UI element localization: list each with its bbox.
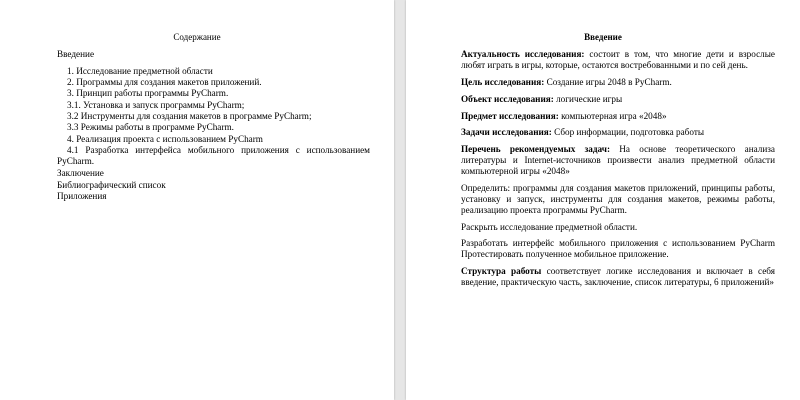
toc-item-3-3: 3.3 Режимы работы в программе PyCharm.: [67, 122, 234, 132]
toc-item-3-1: 3.1. Установка и запуск программы PyCharm;: [67, 100, 245, 110]
reveal-paragraph: Раскрыть исследование предметной области.: [461, 222, 638, 232]
structure-paragraph: [461, 266, 775, 288]
recommended-tasks-label: Перечень рекомендуемых задач:: [461, 144, 611, 154]
toc-item-4-1: 4.1 Разработка интерфейса мобильного приложения с использованием PyCharm.: [57, 145, 370, 166]
define-paragraph: Определить: программы для создания макетов приложений, принципы работы, установку и запуск, инструменты для создания макетов, режимы работы, реализацию проекта программы PyCharm.: [461, 183, 775, 215]
subject-paragraph: [461, 111, 775, 122]
subject-label: Предмет исследования:: [461, 111, 559, 121]
toc-item-intro: Введение: [57, 49, 95, 59]
toc-item-2: 2. Программы для создания макетов приложений.: [67, 77, 262, 87]
toc-item-3: 3. Принцип работы программы PyCharm.: [67, 88, 229, 98]
object-label: Объект исследования:: [461, 94, 554, 104]
develop-paragraph: Разработать интерфейс мобильного приложения с использованием PyCharm Протестировать полученное мобильное приложение.: [461, 238, 775, 259]
toc-item-conclusion: Заключение: [57, 168, 104, 178]
toc-item-3-2: 3.2 Инструменты для создания макетов в программе PyCharm;: [67, 111, 312, 121]
recommended-tasks-paragraph: [461, 144, 775, 177]
toc-item-bibliography: Библиографический список: [57, 180, 166, 190]
recommended-tasks-text: На основе теоретического анализа литературы и Internet-источников произвести анализ предметной области компьютерной игры «2048»: [461, 144, 775, 176]
toc-item-1: 1. Исследование предметной области: [67, 66, 213, 76]
object-text: логические игры: [553, 94, 623, 104]
goal-text: Создание игры 2048 в PyCharm.: [544, 77, 672, 87]
tasks-label: Задачи исследования:: [461, 127, 552, 137]
toc-title: Содержание: [173, 32, 221, 42]
tasks-paragraph: [461, 127, 775, 138]
intro-title: Введение: [584, 32, 622, 42]
object-paragraph: [461, 94, 775, 105]
toc-page: [0, 0, 394, 400]
tasks-text: Сбор информации, подготовка работы: [551, 127, 705, 137]
goal-label: Цель исследования:: [461, 77, 545, 87]
relevance-text: состоит в том, что многие дети и взрослые любят играть в игры, которые, остаются востребованными и по сей день.: [461, 49, 776, 70]
subject-text: компьютерная игра «2048»: [558, 111, 667, 121]
intro-page: [406, 0, 800, 400]
toc-item-appendices: Приложения: [57, 191, 107, 201]
goal-paragraph: [461, 77, 775, 88]
structure-text: соответствует логике исследования и включает в себя введение, практическую часть, заключение, список литературы, 6 приложений»: [461, 266, 775, 287]
structure-label: Структура работы: [461, 266, 542, 276]
relevance-paragraph: [461, 49, 775, 71]
toc-item-4: 4. Реализация проекта с использованием PyCharm: [67, 134, 263, 144]
relevance-label: Актуальность исследования:: [461, 49, 585, 59]
